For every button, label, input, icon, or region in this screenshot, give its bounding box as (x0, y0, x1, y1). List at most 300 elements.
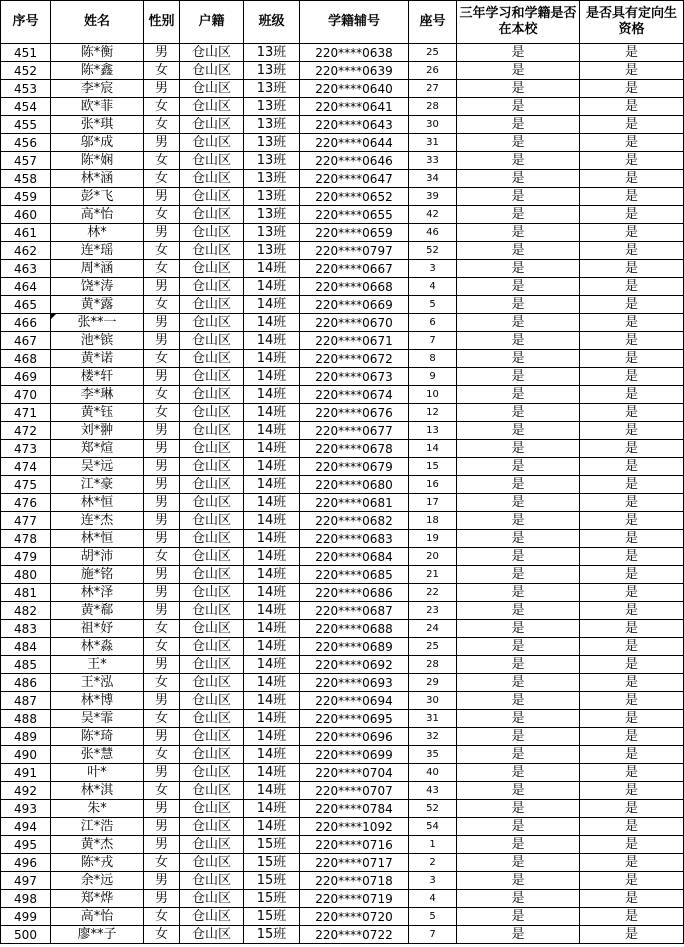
cell-gender: 女 (144, 926, 180, 944)
cell-seat: 22 (409, 584, 457, 602)
cell-name: 李*宸 (51, 80, 144, 98)
cell-banji: 14班 (244, 620, 300, 638)
cell-huji: 仓山区 (180, 512, 244, 530)
cell-banji: 14班 (244, 386, 300, 404)
cell-huji: 仓山区 (180, 926, 244, 944)
cell-xueji: 220****0667 (300, 260, 409, 278)
cell-banji: 14班 (244, 332, 300, 350)
cell-seat: 14 (409, 440, 457, 458)
cell-banji: 14班 (244, 800, 300, 818)
cell-banji: 13班 (244, 98, 300, 116)
cell-huji: 仓山区 (180, 332, 244, 350)
cell-gender: 男 (144, 512, 180, 530)
cell-seq: 466 (1, 314, 51, 332)
cell-seat: 25 (409, 44, 457, 62)
table-row (1, 890, 684, 908)
table-row (1, 296, 684, 314)
cell-gender: 女 (144, 620, 180, 638)
cell-seat: 33 (409, 152, 457, 170)
cell-qualified: 是 (580, 440, 684, 458)
cell-local: 是 (457, 170, 580, 188)
cell-name: 陈*娴 (51, 152, 144, 170)
cell-seat: 25 (409, 638, 457, 656)
cell-name: 黄*露 (51, 296, 144, 314)
cell-seat: 7 (409, 332, 457, 350)
cell-gender: 男 (144, 800, 180, 818)
cell-qualified: 是 (580, 224, 684, 242)
cell-huji: 仓山区 (180, 854, 244, 872)
cell-name: 王* (51, 656, 144, 674)
table-row (1, 332, 684, 350)
table-row (1, 188, 684, 206)
table-row (1, 566, 684, 584)
cell-huji: 仓山区 (180, 782, 244, 800)
cell-banji: 15班 (244, 836, 300, 854)
cell-local: 是 (457, 908, 580, 926)
cell-xueji: 220****0784 (300, 800, 409, 818)
cell-huji: 仓山区 (180, 404, 244, 422)
cell-local: 是 (457, 476, 580, 494)
cell-local: 是 (457, 710, 580, 728)
cell-local: 是 (457, 566, 580, 584)
cell-xueji: 220****0668 (300, 278, 409, 296)
cell-xueji: 220****0689 (300, 638, 409, 656)
cell-seat: 34 (409, 170, 457, 188)
cell-qualified: 是 (580, 854, 684, 872)
table-row (1, 98, 684, 116)
cell-seq: 474 (1, 458, 51, 476)
cell-seat: 3 (409, 872, 457, 890)
cell-qualified: 是 (580, 566, 684, 584)
cell-gender: 女 (144, 782, 180, 800)
cell-xueji: 220****0640 (300, 80, 409, 98)
cell-local: 是 (457, 638, 580, 656)
cell-local: 是 (457, 134, 580, 152)
table-body (1, 44, 684, 944)
cell-local: 是 (457, 152, 580, 170)
cell-seq: 451 (1, 44, 51, 62)
cell-banji: 14班 (244, 494, 300, 512)
cell-qualified: 是 (580, 656, 684, 674)
cell-local: 是 (457, 278, 580, 296)
cell-qualified: 是 (580, 314, 684, 332)
cell-huji: 仓山区 (180, 746, 244, 764)
table-row (1, 314, 684, 332)
cell-huji: 仓山区 (180, 548, 244, 566)
cell-local: 是 (457, 494, 580, 512)
cell-gender: 女 (144, 152, 180, 170)
cell-qualified: 是 (580, 710, 684, 728)
cell-local: 是 (457, 692, 580, 710)
cell-name: 林*淼 (51, 638, 144, 656)
cell-gender: 女 (144, 386, 180, 404)
cell-seat: 28 (409, 656, 457, 674)
cell-huji: 仓山区 (180, 440, 244, 458)
cell-huji: 仓山区 (180, 458, 244, 476)
table-row (1, 512, 684, 530)
cell-seq: 494 (1, 818, 51, 836)
cell-qualified: 是 (580, 620, 684, 638)
cell-seat: 20 (409, 548, 457, 566)
cell-banji: 13班 (244, 224, 300, 242)
cell-huji: 仓山区 (180, 674, 244, 692)
cell-seq: 493 (1, 800, 51, 818)
cell-name: 胡*沛 (51, 548, 144, 566)
cell-gender: 男 (144, 494, 180, 512)
cell-banji: 14班 (244, 638, 300, 656)
cell-local: 是 (457, 116, 580, 134)
cell-huji: 仓山区 (180, 818, 244, 836)
cell-gender: 女 (144, 116, 180, 134)
cell-seq: 480 (1, 566, 51, 584)
header-gender: 性别 (144, 1, 180, 44)
cell-qualified: 是 (580, 800, 684, 818)
cell-banji: 14班 (244, 656, 300, 674)
cell-banji: 13班 (244, 170, 300, 188)
cell-xueji: 220****0717 (300, 854, 409, 872)
cell-seq: 492 (1, 782, 51, 800)
cell-banji: 13班 (244, 44, 300, 62)
cell-qualified: 是 (580, 80, 684, 98)
header-local: 三年学习和学籍是否在本校 (457, 1, 580, 44)
cell-qualified: 是 (580, 782, 684, 800)
cell-xueji: 220****0679 (300, 458, 409, 476)
cell-huji: 仓山区 (180, 584, 244, 602)
cell-local: 是 (457, 422, 580, 440)
cell-gender: 女 (144, 62, 180, 80)
cell-gender: 女 (144, 638, 180, 656)
cell-name: 高*怡 (51, 206, 144, 224)
cell-name: 叶* (51, 764, 144, 782)
cell-huji: 仓山区 (180, 224, 244, 242)
cell-qualified: 是 (580, 818, 684, 836)
cell-banji: 14班 (244, 458, 300, 476)
cell-seat: 52 (409, 242, 457, 260)
table-row (1, 494, 684, 512)
cell-seq: 457 (1, 152, 51, 170)
table-row (1, 458, 684, 476)
cell-qualified: 是 (580, 512, 684, 530)
cell-gender: 男 (144, 188, 180, 206)
cell-huji: 仓山区 (180, 242, 244, 260)
table-row (1, 710, 684, 728)
cell-huji: 仓山区 (180, 602, 244, 620)
cell-name: 周*涵 (51, 260, 144, 278)
cell-seq: 458 (1, 170, 51, 188)
cell-name: 欧*菲 (51, 98, 144, 116)
table-row (1, 926, 684, 944)
cell-local: 是 (457, 728, 580, 746)
cell-name: 林*恒 (51, 530, 144, 548)
header-huji: 户籍 (180, 1, 244, 44)
cell-huji: 仓山区 (180, 566, 244, 584)
cell-xueji: 220****0646 (300, 152, 409, 170)
cell-qualified: 是 (580, 638, 684, 656)
cell-seat: 12 (409, 404, 457, 422)
cell-banji: 14班 (244, 674, 300, 692)
cell-banji: 14班 (244, 314, 300, 332)
cell-local: 是 (457, 656, 580, 674)
cell-gender: 女 (144, 206, 180, 224)
header-name: 姓名 (51, 1, 144, 44)
cell-qualified: 是 (580, 116, 684, 134)
cell-gender: 女 (144, 854, 180, 872)
table-row (1, 476, 684, 494)
cell-banji: 13班 (244, 62, 300, 80)
cell-local: 是 (457, 530, 580, 548)
cell-local: 是 (457, 98, 580, 116)
cell-name: 刘*翀 (51, 422, 144, 440)
cell-seat: 52 (409, 800, 457, 818)
cell-xueji: 220****0684 (300, 548, 409, 566)
cell-seq: 483 (1, 620, 51, 638)
cell-xueji: 220****0670 (300, 314, 409, 332)
cell-gender: 男 (144, 476, 180, 494)
table-row (1, 674, 684, 692)
cell-seq: 490 (1, 746, 51, 764)
cell-huji: 仓山区 (180, 872, 244, 890)
cell-xueji: 220****1092 (300, 818, 409, 836)
cell-name: 廖**子 (51, 926, 144, 944)
cell-huji: 仓山区 (180, 764, 244, 782)
cell-seat: 16 (409, 476, 457, 494)
cell-gender: 男 (144, 890, 180, 908)
cell-name: 祖*妤 (51, 620, 144, 638)
cell-seat: 26 (409, 62, 457, 80)
cell-qualified: 是 (580, 836, 684, 854)
cell-seq: 456 (1, 134, 51, 152)
cell-name: 林*恒 (51, 494, 144, 512)
cell-xueji: 220****0671 (300, 332, 409, 350)
cell-seat: 35 (409, 746, 457, 764)
table-row (1, 764, 684, 782)
cell-qualified: 是 (580, 584, 684, 602)
cell-huji: 仓山区 (180, 494, 244, 512)
cell-xueji: 220****0692 (300, 656, 409, 674)
cell-gender: 女 (144, 908, 180, 926)
cell-banji: 13班 (244, 188, 300, 206)
cell-name: 楼*轩 (51, 368, 144, 386)
cell-local: 是 (457, 188, 580, 206)
cell-seat: 46 (409, 224, 457, 242)
cell-banji: 13班 (244, 80, 300, 98)
table-row (1, 818, 684, 836)
cell-local: 是 (457, 404, 580, 422)
cell-name: 林*涵 (51, 170, 144, 188)
cell-xueji: 220****0669 (300, 296, 409, 314)
table-row (1, 242, 684, 260)
cell-name: 陈*戎 (51, 854, 144, 872)
cell-local: 是 (457, 296, 580, 314)
cell-banji: 14班 (244, 260, 300, 278)
cell-seat: 4 (409, 890, 457, 908)
cell-local: 是 (457, 674, 580, 692)
cell-local: 是 (457, 620, 580, 638)
cell-huji: 仓山区 (180, 278, 244, 296)
cell-huji: 仓山区 (180, 386, 244, 404)
cell-seat: 43 (409, 782, 457, 800)
cell-huji: 仓山区 (180, 890, 244, 908)
cell-gender: 女 (144, 548, 180, 566)
cell-seq: 477 (1, 512, 51, 530)
cell-xueji: 220****0659 (300, 224, 409, 242)
cell-gender: 男 (144, 422, 180, 440)
cell-seat: 4 (409, 278, 457, 296)
cell-huji: 仓山区 (180, 710, 244, 728)
cell-xueji: 220****0716 (300, 836, 409, 854)
cell-name: 张*琪 (51, 116, 144, 134)
cell-banji: 13班 (244, 116, 300, 134)
cell-xueji: 220****0672 (300, 350, 409, 368)
cell-local: 是 (457, 242, 580, 260)
cell-xueji: 220****0686 (300, 584, 409, 602)
cell-qualified: 是 (580, 404, 684, 422)
cell-xueji: 220****0682 (300, 512, 409, 530)
cell-gender: 男 (144, 602, 180, 620)
cell-seq: 465 (1, 296, 51, 314)
cell-name: 吴*远 (51, 458, 144, 476)
cell-name: 余*远 (51, 872, 144, 890)
cell-name: 连*瑶 (51, 242, 144, 260)
cell-banji: 15班 (244, 854, 300, 872)
cell-name: 连*杰 (51, 512, 144, 530)
cell-huji: 仓山区 (180, 134, 244, 152)
cell-seat: 21 (409, 566, 457, 584)
cell-seq: 479 (1, 548, 51, 566)
cell-gender: 女 (144, 260, 180, 278)
header-xueji: 学籍辅号 (300, 1, 409, 44)
cell-qualified: 是 (580, 152, 684, 170)
cell-qualified: 是 (580, 368, 684, 386)
cell-qualified: 是 (580, 890, 684, 908)
cell-name: 林*淇 (51, 782, 144, 800)
cell-xueji: 220****0722 (300, 926, 409, 944)
header-seq: 序号 (1, 1, 51, 44)
table-row (1, 260, 684, 278)
cell-banji: 15班 (244, 872, 300, 890)
cell-qualified: 是 (580, 422, 684, 440)
cell-seq: 498 (1, 890, 51, 908)
table-row (1, 530, 684, 548)
cell-huji: 仓山区 (180, 692, 244, 710)
cell-xueji: 220****0683 (300, 530, 409, 548)
cell-name: 施*铭 (51, 566, 144, 584)
cell-banji: 13班 (244, 152, 300, 170)
cell-qualified: 是 (580, 278, 684, 296)
cell-banji: 14班 (244, 530, 300, 548)
cell-gender: 男 (144, 728, 180, 746)
cell-banji: 14班 (244, 818, 300, 836)
cell-qualified: 是 (580, 260, 684, 278)
table-row (1, 206, 684, 224)
cell-gender: 女 (144, 350, 180, 368)
cell-seq: 467 (1, 332, 51, 350)
cell-xueji: 220****0718 (300, 872, 409, 890)
table-row (1, 152, 684, 170)
cell-xueji: 220****0704 (300, 764, 409, 782)
cell-seq: 478 (1, 530, 51, 548)
cell-gender: 男 (144, 368, 180, 386)
cell-banji: 14班 (244, 584, 300, 602)
cell-seat: 6 (409, 314, 457, 332)
cell-name: 张**一 (51, 314, 144, 332)
cell-huji: 仓山区 (180, 260, 244, 278)
cell-qualified: 是 (580, 242, 684, 260)
cell-gender: 男 (144, 314, 180, 332)
cell-gender: 女 (144, 296, 180, 314)
cell-gender: 男 (144, 566, 180, 584)
cell-qualified: 是 (580, 530, 684, 548)
cell-huji: 仓山区 (180, 152, 244, 170)
cell-name: 陈*衡 (51, 44, 144, 62)
cell-qualified: 是 (580, 296, 684, 314)
cell-name: 陈*琦 (51, 728, 144, 746)
cell-seq: 461 (1, 224, 51, 242)
table-row (1, 224, 684, 242)
cell-seat: 1 (409, 836, 457, 854)
cell-xueji: 220****0696 (300, 728, 409, 746)
cell-seq: 472 (1, 422, 51, 440)
cell-seat: 7 (409, 926, 457, 944)
cell-gender: 男 (144, 44, 180, 62)
cell-name: 黄*钰 (51, 404, 144, 422)
cell-seq: 482 (1, 602, 51, 620)
cell-gender: 男 (144, 584, 180, 602)
cell-xueji: 220****0687 (300, 602, 409, 620)
cell-seat: 40 (409, 764, 457, 782)
cell-xueji: 220****0655 (300, 206, 409, 224)
cell-xueji: 220****0693 (300, 674, 409, 692)
cell-local: 是 (457, 224, 580, 242)
cell-local: 是 (457, 350, 580, 368)
cell-xueji: 220****0695 (300, 710, 409, 728)
cell-banji: 14班 (244, 368, 300, 386)
table-row (1, 44, 684, 62)
cell-seat: 27 (409, 80, 457, 98)
cell-xueji: 220****0643 (300, 116, 409, 134)
cell-huji: 仓山区 (180, 638, 244, 656)
cell-huji: 仓山区 (180, 296, 244, 314)
cell-qualified: 是 (580, 602, 684, 620)
cell-banji: 14班 (244, 278, 300, 296)
cell-qualified: 是 (580, 764, 684, 782)
cell-huji: 仓山区 (180, 170, 244, 188)
cell-xueji: 220****0647 (300, 170, 409, 188)
cell-name: 高*怡 (51, 908, 144, 926)
cell-gender: 男 (144, 836, 180, 854)
cell-huji: 仓山区 (180, 422, 244, 440)
cell-seat: 17 (409, 494, 457, 512)
cell-seq: 459 (1, 188, 51, 206)
cell-seq: 489 (1, 728, 51, 746)
table-row (1, 278, 684, 296)
cell-qualified: 是 (580, 476, 684, 494)
cell-banji: 14班 (244, 746, 300, 764)
cell-xueji: 220****0688 (300, 620, 409, 638)
cell-qualified: 是 (580, 872, 684, 890)
cell-qualified: 是 (580, 170, 684, 188)
cell-huji: 仓山区 (180, 206, 244, 224)
cell-seq: 463 (1, 260, 51, 278)
cell-huji: 仓山区 (180, 368, 244, 386)
cell-name: 池*镔 (51, 332, 144, 350)
cell-seq: 486 (1, 674, 51, 692)
cell-gender: 女 (144, 710, 180, 728)
cell-seq: 496 (1, 854, 51, 872)
cell-xueji: 220****0681 (300, 494, 409, 512)
cell-huji: 仓山区 (180, 314, 244, 332)
cell-seq: 476 (1, 494, 51, 512)
